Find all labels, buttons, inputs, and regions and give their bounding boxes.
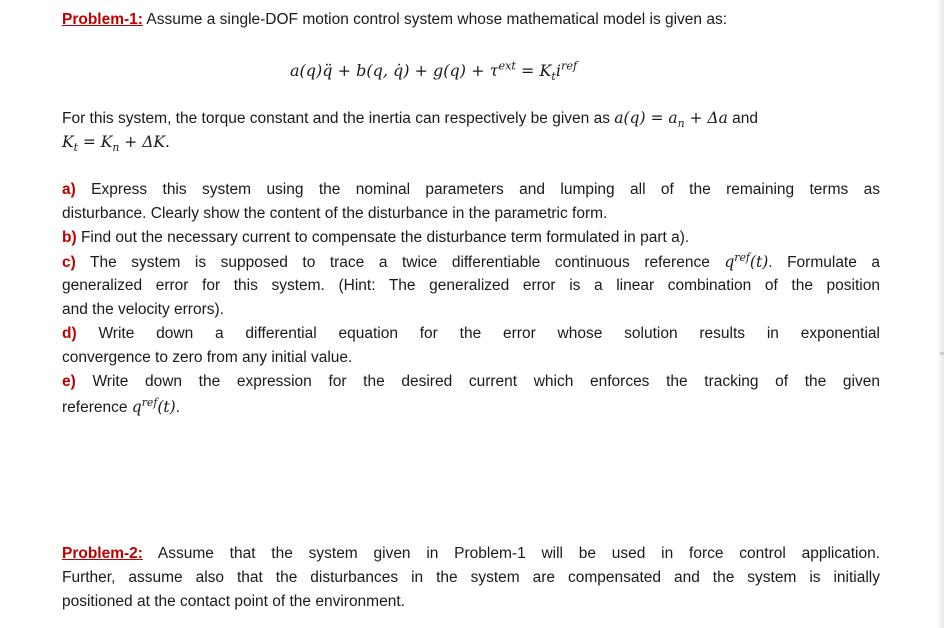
- scrollbar-thumb[interactable]: [940, 352, 944, 355]
- torque-constant-subscript: t: [73, 141, 78, 155]
- part-d-line-2: convergence to zero from any initial value.: [62, 349, 353, 366]
- motion-equation: [290, 59, 578, 84]
- system-line-1-end: and: [727, 110, 759, 127]
- part-e-reference-q: q: [131, 398, 142, 416]
- part-e-text-1: Write down the expression for the desired current which enforces the tracking of the given: [75, 373, 880, 390]
- part-a-text-1: Express this system using the nominal parameters and lumping all of the remaining terms as: [75, 181, 880, 198]
- part-c-label: c): [62, 254, 76, 271]
- problem2-text-1: Assume that the system given in Problem-1 will be used in force control application.: [142, 545, 880, 562]
- part-b-line-1: [62, 227, 689, 249]
- part-a-line-1: [62, 179, 880, 201]
- part-c-text-1a: The system is supposed to trace a twice differentiable continuous reference: [75, 254, 725, 271]
- torque-constant: K: [62, 133, 74, 151]
- part-a-line-2: disturbance. Clearly show the content of the disturbance in the parametric form.: [62, 205, 608, 222]
- part-a-label: a): [62, 181, 76, 198]
- part-c-reference-t: (t): [749, 253, 769, 271]
- part-e-line-2: [62, 396, 180, 419]
- equation-k-subscript: t: [551, 70, 556, 84]
- problem2-line-2: Further, assume also that the disturbances in the system are compensated and the system is initially: [62, 569, 880, 586]
- part-e-text-2b: .: [175, 399, 180, 416]
- part-e-line-1: [62, 371, 880, 393]
- equation-lhs: a(q)q̈ + b(q, q̇) + g(q) + τ: [290, 61, 499, 80]
- part-e-label: e): [62, 373, 76, 390]
- equation-ext-superscript: ext: [498, 59, 516, 73]
- problem1-intro-text: Assume a single-DOF motion control system whose mathematical model is given as:: [142, 11, 728, 28]
- problem2-line-1: [62, 543, 880, 565]
- part-d-line-1: [62, 323, 880, 345]
- part-e-reference-superscript: ref: [141, 395, 158, 409]
- part-c-reference-superscript: ref: [734, 250, 750, 264]
- problem2-line-3: positioned at the contact point of the environment.: [62, 593, 405, 610]
- inertia-expression: a(q) = a: [614, 109, 678, 127]
- part-c-line-1: [62, 251, 880, 274]
- part-c-text-1b: . Formulate a: [768, 254, 881, 271]
- system-line-1-text: For this system, the torque constant and the inertia can respectively be given as: [62, 110, 615, 127]
- part-b-text-1: Find out the necessary current to compensate the disturbance term formulated in part a).: [76, 229, 690, 246]
- scrollbar-track[interactable]: [938, 0, 944, 628]
- system-line-2: [62, 131, 170, 154]
- part-d-label: d): [62, 325, 77, 342]
- equation-ref-superscript: ref: [561, 59, 578, 73]
- part-c-reference-q: q: [724, 253, 735, 271]
- part-e-text-2a: reference: [62, 399, 132, 416]
- part-c-line-2: generalized error for this system. (Hint: The generalized error is a linear combination of the position: [62, 277, 880, 294]
- equation-rhs-k: = K: [515, 61, 552, 80]
- part-d-text-1: Write down a differential equation for the error whose solution results in exponential: [76, 325, 880, 342]
- part-e-reference-t: (t): [157, 398, 176, 416]
- torque-delta: + ΔK.: [119, 133, 170, 151]
- problem2-heading: Problem-2:: [62, 545, 143, 562]
- equation-current: i: [555, 61, 562, 80]
- part-b-label: b): [62, 229, 77, 246]
- torque-nominal: = K: [77, 133, 113, 151]
- problem1-intro: [62, 9, 727, 31]
- torque-nominal-subscript: n: [112, 141, 120, 155]
- inertia-subscript: n: [677, 117, 685, 131]
- problem1-heading: Problem-1:: [62, 11, 143, 28]
- part-c-line-3: and the velocity errors).: [62, 301, 224, 318]
- system-line-1: [62, 107, 758, 130]
- inertia-delta: + Δa: [684, 109, 728, 127]
